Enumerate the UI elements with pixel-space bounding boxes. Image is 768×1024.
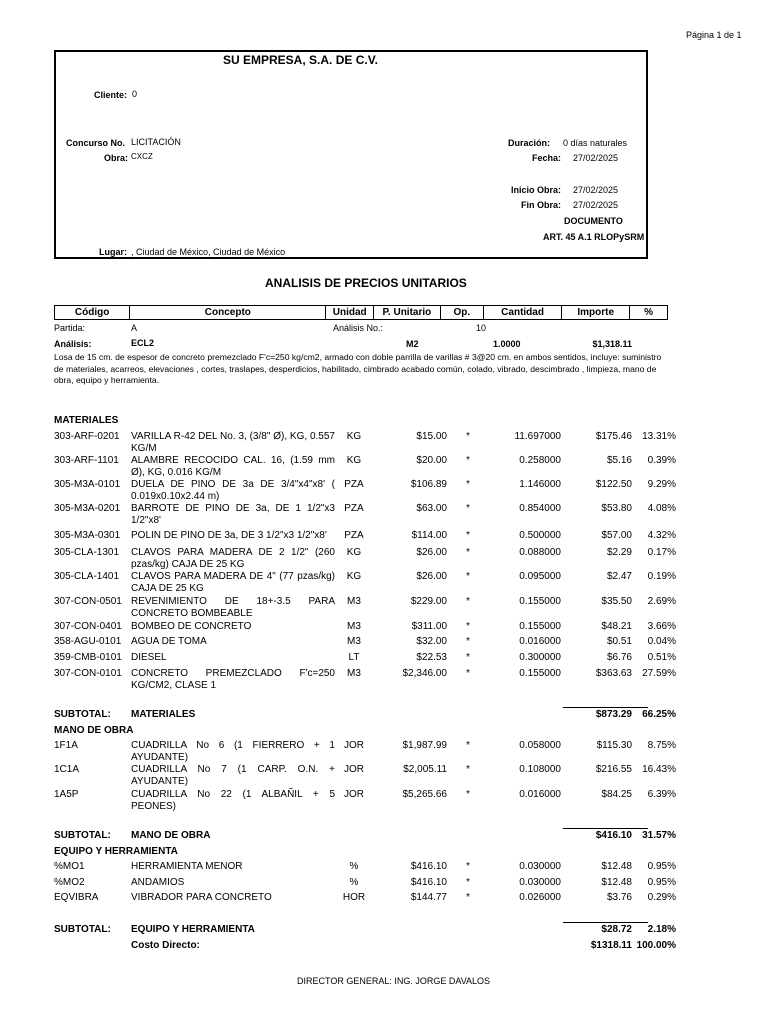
item-concept: CUADRILLA No 22 (1 ALBAÑIL + 5 PEONES) [131, 789, 335, 812]
item-amount: $216.55 [595, 764, 632, 775]
item-code: 1A5P [54, 789, 79, 800]
item-quantity: 0.500000 [519, 530, 561, 541]
item-concept: BARROTE DE PINO DE 3a, DE 1 1/2"x3 1/2"x8' [131, 503, 335, 526]
item-unit-price: $144.77 [410, 892, 447, 903]
item-unit: % [349, 877, 359, 888]
subtotal-label: SUBTOTAL: [54, 830, 111, 841]
item-unit: M3 [347, 596, 361, 607]
item-percent: 0.29% [647, 892, 676, 903]
item-op: * [466, 892, 470, 903]
cliente-label: Cliente: [94, 90, 128, 100]
item-amount: $0.51 [606, 636, 632, 647]
item-unit: M3 [347, 636, 361, 647]
inicio-obra-value: 27/02/2025 [573, 185, 619, 195]
item-percent: 3.66% [647, 621, 676, 632]
item-amount: $122.50 [595, 479, 632, 490]
item-code: 305-CLA-1301 [54, 547, 120, 558]
item-quantity: 0.030000 [519, 877, 561, 888]
item-percent: 4.32% [647, 530, 676, 541]
item-unit-price: $416.10 [410, 877, 447, 888]
item-percent: 2.69% [647, 596, 676, 607]
column-header-table [54, 305, 668, 320]
item-unit-price: $22.53 [416, 652, 447, 663]
report-title: ANALISIS DE PRECIOS UNITARIOS [265, 276, 467, 290]
item-amount: $6.76 [606, 652, 632, 663]
item-percent: 6.39% [647, 789, 676, 800]
item-quantity: 0.854000 [519, 503, 561, 514]
item-quantity: 0.155000 [519, 668, 561, 679]
item-concept: DUELA DE PINO DE 3a DE 3/4"x4"x8' ( 0.019x0.10x2.44 m) [131, 479, 335, 502]
analisis-qty: 1.0000 [493, 339, 521, 349]
item-concept: DIESEL [131, 652, 167, 663]
obra-value: CXCZ [131, 152, 153, 161]
analisis-amount: $1,318.11 [592, 339, 632, 349]
item-concept: CUADRILLA No 7 (1 CARP. O.N. + AYUDANTE) [131, 764, 335, 787]
analisis-label: Análisis: [54, 339, 92, 349]
item-op: * [466, 789, 470, 800]
item-unit: LT [348, 652, 360, 663]
item-unit-price: $26.00 [416, 571, 447, 582]
item-op: * [466, 503, 470, 514]
item-code: %MO1 [54, 861, 85, 872]
item-concept: HERRAMIENTA MENOR [131, 861, 243, 872]
item-code: 305-M3A-0201 [54, 503, 121, 514]
item-op: * [466, 764, 470, 775]
fecha-label: Fecha: [531, 153, 561, 163]
item-op: * [466, 530, 470, 541]
item-concept: AGUA DE TOMA [131, 636, 207, 647]
item-concept: CLAVOS PARA MADERA DE 2 1/2" (260 pzas/kg) CAJA DE 25 KG [131, 547, 335, 570]
item-unit: PZA [344, 530, 364, 541]
item-op: * [466, 668, 470, 679]
subtotal-rule [563, 922, 648, 923]
duracion-value: 0 días naturales [563, 138, 628, 148]
subtotal-percent: 2.18% [647, 924, 676, 935]
col-unidad: Unidad [326, 306, 374, 320]
item-op: * [466, 547, 470, 558]
item-quantity: 0.155000 [519, 621, 561, 632]
item-amount: $57.00 [601, 530, 632, 541]
item-percent: 0.95% [647, 877, 676, 888]
item-unit: HOR [342, 892, 366, 903]
item-code: EQVIBRA [54, 892, 99, 903]
art-reference: ART. 45 A.1 RLOPySRM [543, 232, 645, 242]
col-cantidad: Cantidad [483, 306, 562, 320]
subtotal-percent: 66.25% [642, 709, 676, 720]
fecha-value: 27/02/2025 [573, 153, 619, 163]
item-op: * [466, 621, 470, 632]
item-percent: 4.08% [647, 503, 676, 514]
item-percent: 13.31% [642, 431, 676, 442]
item-code: 307-CON-0101 [54, 668, 122, 679]
item-unit-price: $63.00 [416, 503, 447, 514]
item-code: 303-ARF-0201 [54, 431, 120, 442]
item-quantity: 0.030000 [519, 861, 561, 872]
item-amount: $35.50 [601, 596, 632, 607]
item-op: * [466, 571, 470, 582]
subtotal-label: SUBTOTAL: [54, 709, 111, 720]
item-quantity: 0.016000 [519, 789, 561, 800]
item-amount: $5.16 [606, 455, 632, 466]
analisis-no-label: Análisis No.: [333, 323, 384, 333]
total-label: Costo Directo: [131, 940, 200, 951]
item-concept: ALAMBRE RECOCIDO CAL. 16, (1.59 mm Ø), KG, 0.016 KG/M [131, 455, 335, 478]
inicio-obra-label: Inicio Obra: [510, 185, 561, 195]
item-unit-price: $20.00 [416, 455, 447, 466]
item-amount: $2.47 [606, 571, 632, 582]
concept-description: Losa de 15 cm. de espesor de concreto premezclado F'c=250 kg/cm2, armado con doble parrilla de varillas # 3@20 cm. en ambos sentidos, incluye: suministro de materiales, acarreos, elevaciones , cortes, traslapes, desperdicios, habilitado, cimbrado acabado común, colado, vibrado, descimbrado , limpieza, mano de obra, equipo y herramienta. [54, 352, 662, 386]
item-concept: VIBRADOR PARA CONCRETO [131, 892, 272, 903]
item-unit-price: $2,346.00 [402, 668, 447, 679]
duracion-label: Duración: [507, 138, 550, 148]
item-unit-price: $15.00 [416, 431, 447, 442]
item-percent: 0.17% [647, 547, 676, 558]
section-title: EQUIPO Y HERRAMIENTA [54, 846, 178, 857]
item-amount: $84.25 [601, 789, 632, 800]
item-concept: CONCRETO PREMEZCLADO F'c=250 KG/CM2, CLASE 1 [131, 668, 335, 691]
partida-value: A [131, 323, 138, 333]
item-op: * [466, 455, 470, 466]
item-op: * [466, 652, 470, 663]
item-amount: $115.30 [596, 740, 632, 751]
subtotal-amount: $416.10 [595, 830, 632, 841]
item-quantity: 0.155000 [519, 596, 561, 607]
item-unit: JOR [344, 764, 364, 775]
cliente-value: 0 [132, 89, 138, 99]
subtotal-amount: $873.29 [595, 709, 632, 720]
item-unit: JOR [344, 789, 364, 800]
fin-obra-label: Fin Obra: [521, 200, 561, 210]
item-code: 307-CON-0501 [54, 596, 122, 607]
col-op: Op. [440, 306, 483, 320]
item-unit: PZA [344, 503, 364, 514]
item-op: * [466, 877, 470, 888]
item-code: 305-CLA-1401 [54, 571, 120, 582]
item-percent: 0.95% [647, 861, 676, 872]
item-amount: $53.80 [601, 503, 632, 514]
item-quantity: 0.095000 [519, 571, 561, 582]
item-quantity: 0.108000 [519, 764, 561, 775]
item-percent: 16.43% [642, 764, 676, 775]
item-op: * [466, 479, 470, 490]
item-concept: ANDAMIOS [131, 877, 185, 888]
item-unit: M3 [347, 621, 361, 632]
item-amount: $12.48 [601, 877, 632, 888]
item-op: * [466, 596, 470, 607]
item-unit: KG [346, 571, 362, 582]
item-unit: PZA [344, 479, 364, 490]
item-unit: KG [346, 455, 362, 466]
item-code: 305-M3A-0101 [54, 479, 121, 490]
item-unit: KG [346, 431, 362, 442]
analisis-code: ECL2 [131, 338, 155, 348]
concurso-value: LICITACIÓN [131, 137, 181, 147]
item-amount: $2.29 [606, 547, 632, 558]
item-amount: $48.21 [601, 621, 632, 632]
item-concept: CLAVOS PARA MADERA DE 4" (77 pzas/kg) CAJA DE 25 KG [131, 571, 335, 594]
item-quantity: 0.058000 [519, 740, 561, 751]
item-unit-price: $26.00 [416, 547, 447, 558]
col-codigo: Código [55, 306, 130, 320]
item-quantity: 11.697000 [514, 431, 561, 442]
analisis-unit: M2 [406, 339, 419, 349]
item-quantity: 0.300000 [519, 652, 561, 663]
item-quantity: 0.088000 [519, 547, 561, 558]
section-title: MATERIALES [54, 415, 119, 426]
lugar-value: , Ciudad de México, Ciudad de México [131, 247, 286, 257]
footer-signature: DIRECTOR GENERAL: ING. JORGE DAVALOS [297, 976, 491, 986]
item-unit: KG [346, 547, 362, 558]
item-concept: VARILLA R-42 DEL No. 3, (3/8" Ø), KG, 0.557 KG/M [131, 431, 335, 454]
item-percent: 0.19% [647, 571, 676, 582]
col-punitario: P. Unitario [373, 306, 440, 320]
fin-obra-value: 27/02/2025 [573, 200, 619, 210]
item-concept: POLIN DE PINO DE 3a, DE 3 1/2"x3 1/2"x8' [131, 530, 327, 541]
subtotal-percent: 31.57% [642, 830, 676, 841]
analisis-no-value: 10 [476, 323, 487, 333]
item-code: 358-AGU-0101 [54, 636, 122, 647]
item-unit-price: $1,987.99 [402, 740, 447, 751]
item-unit-price: $229.00 [410, 596, 447, 607]
item-quantity: 0.026000 [519, 892, 561, 903]
item-quantity: 0.258000 [519, 455, 561, 466]
partida-label: Partida: [54, 323, 86, 333]
item-code: 303-ARF-1101 [54, 455, 119, 466]
item-op: * [466, 861, 470, 872]
item-concept: REVENIMIENTO DE 18+-3.5 PARA CONCRETO BOMBEABLE [131, 596, 335, 619]
subtotal-name: EQUIPO Y HERRAMIENTA [131, 924, 255, 935]
item-percent: 27.59% [642, 668, 676, 679]
lugar-label: Lugar: [99, 247, 127, 257]
item-quantity: 0.016000 [519, 636, 561, 647]
item-percent: 0.04% [647, 636, 676, 647]
item-unit-price: $32.00 [416, 636, 447, 647]
item-amount: $12.48 [601, 861, 632, 872]
item-unit-price: $2,005.11 [403, 764, 447, 775]
item-code: 359-CMB-0101 [54, 652, 122, 663]
col-porcentaje: % [630, 306, 668, 320]
item-amount: $3.76 [606, 892, 632, 903]
item-op: * [466, 636, 470, 647]
item-code: %MO2 [54, 877, 85, 888]
item-percent: 0.39% [647, 455, 676, 466]
subtotal-rule [563, 707, 648, 708]
total-percent: 100.00% [636, 940, 676, 951]
item-concept: CUADRILLA No 6 (1 FIERRERO + 1 AYUDANTE) [131, 740, 335, 763]
total-amount: $1318.11 [590, 940, 632, 951]
item-op: * [466, 431, 470, 442]
concurso-label: Concurso No. [66, 138, 126, 148]
documento-label: DOCUMENTO [564, 216, 623, 226]
item-unit-price: $5,265.66 [402, 789, 447, 800]
subtotal-amount: $28.72 [601, 924, 632, 935]
item-percent: 8.75% [647, 740, 676, 751]
item-code: 305-M3A-0301 [54, 530, 121, 541]
item-code: 307-CON-0401 [54, 621, 122, 632]
item-unit-price: $311.00 [411, 621, 447, 632]
item-code: 1C1A [54, 764, 80, 775]
col-concepto: Concepto [130, 306, 326, 320]
item-unit-price: $114.00 [411, 530, 447, 541]
item-op: * [466, 740, 470, 751]
obra-label: Obra: [104, 153, 129, 163]
company-name: SU EMPRESA, S.A. DE C.V. [223, 53, 378, 67]
item-unit: M3 [347, 668, 361, 679]
item-amount: $363.63 [595, 668, 632, 679]
item-quantity: 1.146000 [519, 479, 561, 490]
item-concept: BOMBEO DE CONCRETO [131, 621, 252, 632]
col-importe: Importe [562, 306, 630, 320]
item-amount: $175.46 [595, 431, 632, 442]
item-code: 1F1A [54, 740, 78, 751]
subtotal-label: SUBTOTAL: [54, 924, 111, 935]
subtotal-rule [563, 828, 648, 829]
item-unit-price: $416.10 [410, 861, 447, 872]
item-unit: % [349, 861, 359, 872]
subtotal-name: MANO DE OBRA [131, 830, 211, 841]
page-number: Página 1 de 1 [686, 30, 742, 40]
item-unit: JOR [344, 740, 364, 751]
item-percent: 0.51% [647, 652, 676, 663]
subtotal-name: MATERIALES [131, 709, 196, 720]
item-unit-price: $106.89 [410, 479, 447, 490]
item-percent: 9.29% [647, 479, 676, 490]
section-title: MANO DE OBRA [54, 725, 134, 736]
